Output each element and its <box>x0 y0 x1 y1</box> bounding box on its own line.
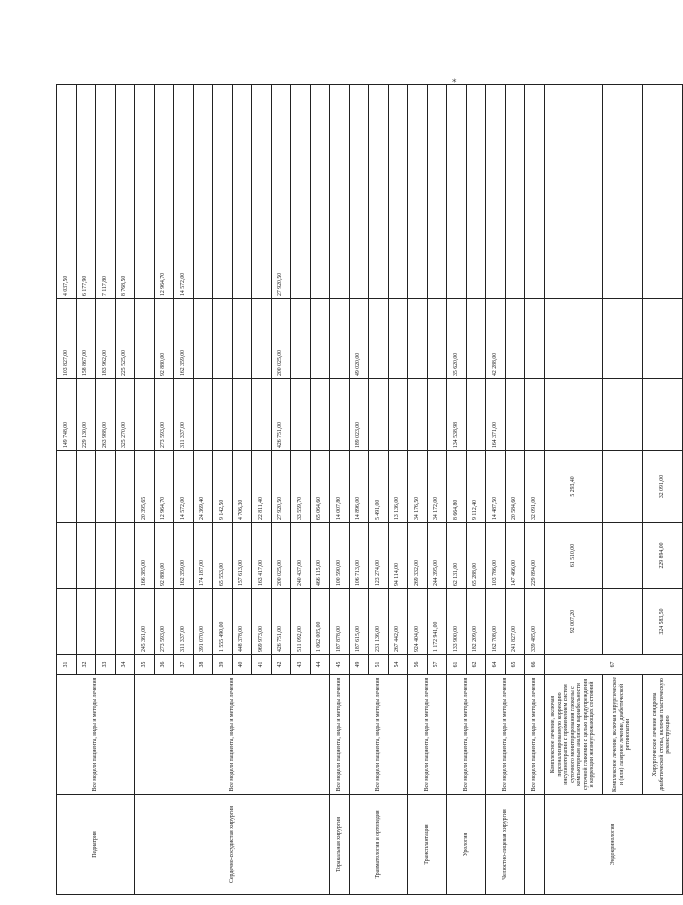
amount-cell-sum-e <box>291 299 311 379</box>
amount-cell-sum-b: 106 713,00 <box>349 523 369 589</box>
empty-cell <box>642 85 682 299</box>
profile-cell <box>525 795 545 895</box>
amount-cell-sum-c: 65 064,60 <box>310 451 330 523</box>
amount-cell-sum-a: 273 593,00 <box>154 589 174 655</box>
row-code-cell: 49 <box>349 655 369 675</box>
amount-cell-sum-b: 100 590,00 <box>330 523 350 589</box>
amount-cell-sum-f: 8 768,50 <box>115 85 135 299</box>
method-cell: Все модели пациента, виды и методы лечения <box>349 675 408 795</box>
amount-cell-sum-b: 229 894,00 <box>642 523 682 589</box>
row-code-cell: 34 <box>115 655 135 675</box>
amount-cell-sum-a: 1 555 490,00 <box>213 589 233 655</box>
amount-cell-sum-e: 42 288,00 <box>486 299 506 379</box>
amount-cell-sum-b: 200 025,00 <box>271 523 291 589</box>
method-cell: Все модели пациента, виды и методы лечения <box>525 675 545 795</box>
amount-cell-sum-d <box>427 379 447 451</box>
amount-cell-sum-f <box>310 85 330 299</box>
amount-cell-sum-f <box>447 85 467 299</box>
row-code-cell: 31 <box>57 655 77 675</box>
amount-cell-sum-a: 187 878,00 <box>330 589 350 655</box>
amount-cell-sum-f: 12 964,70 <box>154 85 174 299</box>
amount-cell-sum-f <box>408 85 428 299</box>
row-code-cell: 43 <box>291 655 311 675</box>
amount-cell-sum-a: 1 172 941,00 <box>427 589 447 655</box>
amount-cell-sum-f <box>135 85 155 299</box>
amount-cell-sum-e: 183 962,00 <box>96 299 116 379</box>
amount-cell-sum-b: 65 288,00 <box>466 523 486 589</box>
amount-cell-sum-a: 448 378,00 <box>232 589 252 655</box>
empty-cell <box>642 379 682 451</box>
row-code-cell: 51 <box>369 655 389 675</box>
row-code-cell: 45 <box>330 655 350 675</box>
amount-cell-sum-b: 174 187,00 <box>193 523 213 589</box>
amount-cell-sum-e <box>408 299 428 379</box>
amount-cell-sum-b: 240 437,00 <box>291 523 311 589</box>
row-code-cell: 56 <box>408 655 428 675</box>
amount-cell-sum-e <box>330 299 350 379</box>
amount-cell-sum-c: 14 007,80 <box>330 451 350 523</box>
amount-cell-sum-e: 225 525,00 <box>115 299 135 379</box>
amount-cell-sum-d <box>466 379 486 451</box>
row-code-cell: 66 <box>525 655 545 675</box>
amount-cell-sum-a: 391 070,00 <box>193 589 213 655</box>
method-cell: Комплексное лечение, включая хирургическое и (или) лазерное лечение, диабетической ретинопатии <box>602 675 642 795</box>
row-code-cell: 32 <box>76 655 96 675</box>
amount-cell-sum-f <box>369 85 389 299</box>
empty-cell <box>602 85 642 299</box>
empty-cell <box>602 451 642 523</box>
tariff-table-body <box>57 85 683 895</box>
amount-cell-sum-f <box>466 85 486 299</box>
amount-cell-sum-e <box>505 299 525 379</box>
amount-cell-sum-f <box>193 85 213 299</box>
table-row <box>349 85 369 895</box>
amount-cell-sum-f: 4 037,50 <box>57 85 77 299</box>
profile-cell: Травматология и ортопедия <box>349 795 408 895</box>
amount-cell-sum-c: 14 896,00 <box>349 451 369 523</box>
amount-cell-sum-d <box>310 379 330 451</box>
amount-cell-sum-b: 157 613,00 <box>232 523 252 589</box>
amount-cell-sum-d <box>291 379 311 451</box>
row-code-cell: 42 <box>271 655 291 675</box>
empty-cell <box>602 523 642 589</box>
row-code-cell: 39 <box>213 655 233 675</box>
amount-cell-sum-b: 166 385,00 <box>135 523 155 589</box>
amount-cell-sum-c: 20 395,65 <box>135 451 155 523</box>
amount-cell-sum-d: 134 538,98 <box>447 379 467 451</box>
amount-cell-sum-b: 92 880,00 <box>154 523 174 589</box>
amount-cell-sum-e <box>544 299 602 379</box>
amount-cell-sum-a: 924 404,00 <box>408 589 428 655</box>
amount-cell-sum-a: 511 092,00 <box>291 589 311 655</box>
profile-cell: Трансплантация <box>408 795 447 895</box>
row-code-cell: 37 <box>174 655 194 675</box>
row-code-cell: 61 <box>447 655 467 675</box>
amount-cell-sum-f: 27 920,50 <box>271 85 291 299</box>
method-cell: Все модели пациента, виды и методы лечения <box>486 675 525 795</box>
amount-cell-sum-d: 263 988,00 <box>96 379 116 451</box>
rotated-tariff-table-wrapper <box>56 85 672 895</box>
amount-cell-sum-e <box>213 299 233 379</box>
row-code-cell: 54 <box>388 655 408 675</box>
amount-cell-sum-c: 27 920,50 <box>271 451 291 523</box>
profile-cell: Сердечно-сосудистая хирургия <box>135 795 330 895</box>
tariff-table <box>56 84 683 895</box>
amount-cell-sum-f: 14 572,00 <box>174 85 194 299</box>
amount-cell-sum-b: 162 359,00 <box>174 523 194 589</box>
amount-cell-sum-a: 187 615,00 <box>349 589 369 655</box>
amount-cell-sum-f <box>291 85 311 299</box>
empty-cell <box>642 299 682 379</box>
amount-cell-sum-c: 5 293,40 <box>544 451 602 523</box>
amount-cell-sum-c: 33 559,70 <box>291 451 311 523</box>
amount-cell-sum-d <box>408 379 428 451</box>
amount-cell-sum-b: 229 894,00 <box>525 523 545 589</box>
amount-cell-sum-c: 14 572,00 <box>174 451 194 523</box>
amount-cell-sum-b <box>115 523 135 589</box>
amount-cell-sum-c: 9 142,50 <box>213 451 233 523</box>
amount-cell-sum-e: 200 025,00 <box>271 299 291 379</box>
table-row <box>447 85 467 895</box>
amount-cell-sum-d <box>525 379 545 451</box>
row-code-cell: 40 <box>232 655 252 675</box>
amount-cell-sum-b: 61 510,00 <box>544 523 602 589</box>
corner-mark: * <box>452 78 457 88</box>
amount-cell-sum-b: 466 115,00 <box>310 523 330 589</box>
empty-cell <box>602 299 642 379</box>
amount-cell-sum-c: 24 369,40 <box>193 451 213 523</box>
amount-cell-sum-b: 62 131,00 <box>447 523 467 589</box>
amount-cell-sum-a: 231 136,00 <box>369 589 389 655</box>
amount-cell-sum-a <box>76 589 96 655</box>
amount-cell-sum-b: 123 274,00 <box>369 523 389 589</box>
amount-cell-sum-c: 9 112,40 <box>466 451 486 523</box>
table-row <box>642 85 682 895</box>
amount-cell-sum-f <box>427 85 447 299</box>
amount-cell-sum-b: 163 417,00 <box>252 523 272 589</box>
amount-cell-sum-c: 34 172,00 <box>427 451 447 523</box>
method-cell: Хирургическое лечение синдрома диабетической стопы, включая пластическую реконструкцию <box>642 675 682 795</box>
amount-cell-sum-e <box>427 299 447 379</box>
amount-cell-sum-e: 35 620,00 <box>447 299 467 379</box>
amount-cell-sum-c: 22 811,40 <box>252 451 272 523</box>
row-code-cell: 41 <box>252 655 272 675</box>
amount-cell-sum-f <box>232 85 252 299</box>
amount-cell-sum-f <box>525 85 545 299</box>
amount-cell-sum-d: 229 130,00 <box>76 379 96 451</box>
table-row <box>408 85 428 895</box>
amount-cell-sum-c: 8 664,80 <box>447 451 467 523</box>
amount-cell-sum-d <box>505 379 525 451</box>
amount-cell-sum-e: 162 359,00 <box>174 299 194 379</box>
table-row <box>135 85 155 895</box>
amount-cell-sum-e <box>252 299 272 379</box>
table-row <box>525 85 545 895</box>
amount-cell-sum-c: 34 176,50 <box>408 451 428 523</box>
row-code-cell: 36 <box>154 655 174 675</box>
amount-cell-sum-d: 189 023,00 <box>349 379 369 451</box>
amount-cell-sum-d <box>388 379 408 451</box>
amount-cell-sum-f <box>505 85 525 299</box>
amount-cell-sum-d <box>252 379 272 451</box>
amount-cell-sum-c: 14 487,50 <box>486 451 506 523</box>
amount-cell-sum-a: 324 583,50 <box>642 589 682 655</box>
profile-cell: Педиатрия <box>57 795 135 895</box>
table-row <box>544 85 602 895</box>
amount-cell-sum-c: 5 491,00 <box>369 451 389 523</box>
amount-cell-sum-a: 241 827,00 <box>505 589 525 655</box>
amount-cell-sum-a: 339 485,00 <box>525 589 545 655</box>
amount-cell-sum-b <box>76 523 96 589</box>
profile-cell: Эндокринология <box>544 795 682 895</box>
amount-cell-sum-f <box>349 85 369 299</box>
method-cell: Все модели пациента, виды и методы лечения <box>447 675 486 795</box>
amount-cell-sum-d: 273 593,00 <box>154 379 174 451</box>
amount-cell-sum-b <box>57 523 77 589</box>
amount-cell-sum-b: 244 395,00 <box>427 523 447 589</box>
amount-cell-sum-c <box>115 451 135 523</box>
amount-cell-sum-c: 32 091,00 <box>525 451 545 523</box>
method-cell: Все модели пациента, виды и методы лечения <box>408 675 447 795</box>
amount-cell-sum-a: 182 209,00 <box>466 589 486 655</box>
amount-cell-sum-f <box>252 85 272 299</box>
row-code-cell: 57 <box>427 655 447 675</box>
amount-cell-sum-a <box>115 589 135 655</box>
amount-cell-sum-b: 65 553,00 <box>213 523 233 589</box>
amount-cell-sum-c: 12 964,70 <box>154 451 174 523</box>
amount-cell-sum-e <box>310 299 330 379</box>
amount-cell-sum-e <box>388 299 408 379</box>
method-cell: Комплексное лечение, включая персонализированную коррекцию инсулинотерапии с применением систем суточного мониторирования глюкозы с компьютерным анализом вариабельности суточной гликемии с целью предупреждения и коррекции жизнеугрожающих состояний <box>544 675 602 795</box>
profile-cell: Челюстно-лицевая хирургия <box>486 795 525 895</box>
amount-cell-sum-b: 147 466,00 <box>505 523 525 589</box>
amount-cell-sum-b: 94 114,00 <box>388 523 408 589</box>
amount-cell-sum-a: 245 361,00 <box>135 589 155 655</box>
amount-cell-sum-d <box>544 379 602 451</box>
amount-cell-sum-d <box>193 379 213 451</box>
amount-cell-sum-a: 133 900,00 <box>447 589 467 655</box>
amount-cell-sum-f <box>330 85 350 299</box>
amount-cell-sum-d <box>213 379 233 451</box>
amount-cell-sum-a: 1 062 005,00 <box>310 589 330 655</box>
amount-cell-sum-a: 311 337,00 <box>174 589 194 655</box>
empty-cell <box>602 379 642 451</box>
amount-cell-sum-a: 92 007,20 <box>544 589 602 655</box>
empty-cell <box>602 589 642 655</box>
amount-cell-sum-d: 426 751,00 <box>271 379 291 451</box>
amount-cell-sum-f: 6 177,90 <box>76 85 96 299</box>
row-code-cell: 33 <box>96 655 116 675</box>
row-code-cell: 65 <box>505 655 525 675</box>
row-code-cell: 62 <box>466 655 486 675</box>
table-row <box>57 85 77 895</box>
table-row <box>602 85 642 895</box>
amount-cell-sum-a: 162 708,00 <box>486 589 506 655</box>
amount-cell-sum-d: 164 371,00 <box>486 379 506 451</box>
amount-cell-sum-e <box>525 299 545 379</box>
amount-cell-sum-b <box>96 523 116 589</box>
amount-cell-sum-e: 49 020,00 <box>349 299 369 379</box>
table-row <box>486 85 506 895</box>
profile-cell: Торакальная хирургия <box>330 795 350 895</box>
amount-cell-sum-a: 426 751,00 <box>271 589 291 655</box>
amount-cell-sum-a <box>96 589 116 655</box>
amount-cell-sum-f: 7 117,80 <box>96 85 116 299</box>
amount-cell-sum-e <box>232 299 252 379</box>
amount-cell-sum-e <box>193 299 213 379</box>
amount-cell-sum-a: 969 973,00 <box>252 589 272 655</box>
amount-cell-sum-c <box>57 451 77 523</box>
amount-cell-sum-d: 311 337,00 <box>174 379 194 451</box>
amount-cell-sum-d: 325 270,00 <box>115 379 135 451</box>
amount-cell-sum-f <box>388 85 408 299</box>
method-cell: Все модели пациента, виды и методы лечения <box>135 675 330 795</box>
amount-cell-sum-d <box>330 379 350 451</box>
amount-cell-sum-e: 103 827,00 <box>57 299 77 379</box>
method-cell: Все модели пациента, виды и методы лечения <box>330 675 350 795</box>
amount-cell-sum-f <box>486 85 506 299</box>
amount-cell-sum-b: 269 332,00 <box>408 523 428 589</box>
amount-cell-sum-c: 13 136,00 <box>388 451 408 523</box>
row-code-cell: 35 <box>135 655 155 675</box>
table-row <box>330 85 350 895</box>
amount-cell-sum-e: 158 867,00 <box>76 299 96 379</box>
amount-cell-sum-c <box>96 451 116 523</box>
amount-cell-sum-c <box>76 451 96 523</box>
amount-cell-sum-b: 103 786,00 <box>486 523 506 589</box>
profile-cell: Урология <box>447 795 486 895</box>
amount-cell-sum-c: 20 584,60 <box>505 451 525 523</box>
amount-cell-sum-c: 4 706,30 <box>232 451 252 523</box>
amount-cell-sum-c: 32 091,00 <box>642 451 682 523</box>
amount-cell-sum-a: 267 442,00 <box>388 589 408 655</box>
amount-cell-sum-d: 149 748,00 <box>57 379 77 451</box>
amount-cell-sum-d <box>369 379 389 451</box>
row-code-cell: 64 <box>486 655 506 675</box>
amount-cell-sum-d <box>135 379 155 451</box>
amount-cell-sum-e: 92 880,00 <box>154 299 174 379</box>
amount-cell-sum-f <box>544 85 602 299</box>
amount-cell-sum-e <box>466 299 486 379</box>
amount-cell-sum-e <box>135 299 155 379</box>
amount-cell-sum-e <box>369 299 389 379</box>
amount-cell-sum-a <box>57 589 77 655</box>
row-code-cell: 44 <box>310 655 330 675</box>
row-code-cell: 38 <box>193 655 213 675</box>
method-cell: Все модели пациента, виды и методы лечения <box>57 675 135 795</box>
amount-cell-sum-f <box>213 85 233 299</box>
row-code-cell: 67 <box>544 655 682 675</box>
amount-cell-sum-d <box>232 379 252 451</box>
